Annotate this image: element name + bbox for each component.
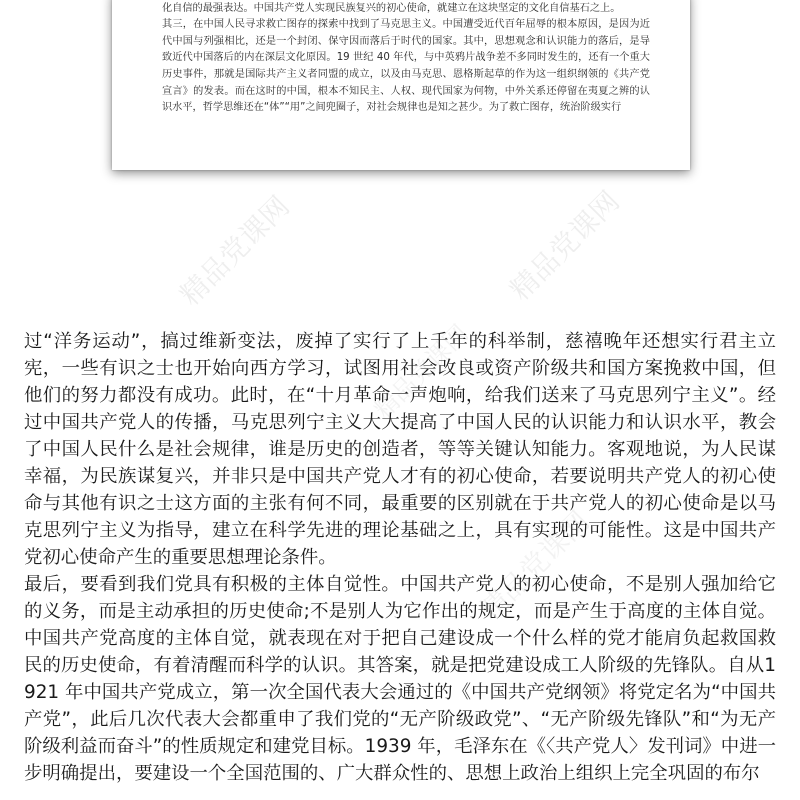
slide-area <box>0 0 800 300</box>
watermark: 精品党课网 <box>473 504 596 627</box>
body-paragraph: 最后，要看到我们党具有积极的主体自觉性。中国共产党人的初心使命，不是别人强加给它的义务，而是主动承担的历史使命;不是别人为它作出的规定，而是产生于高度的主体自觉。中国共产党高度的主体自觉，就表现在对于把自己建设成一个什么样的党才能肩负起救国救民的历史使命，有着清醒而科学的认识。其答案，就是把党建设成工人阶级的先锋队。自从1921 年中国共产党成立，第一次全国代表大会通过的《中国共产党纲领》将党定名为“中国共产党”，此后几次代表大会都重申了我们党的“无产阶级政党”、“无产阶级先锋队”和“为无产阶级利益而奋斗”的性质规定和建党目标。1939 年，毛泽东在《〈共产党人〉发刊词》中进一步明确提出，要建设一个全国范围的、广大群众性的、思想上政治上组织上完全巩固的布尔 <box>24 574 776 784</box>
body-paragraph: 过“洋务运动”，搞过维新变法，废掉了实行了上千年的科举制，慈禧晚年还想实行君主立宪，一些有识之士也开始向西方学习，试图用社会改良或资产阶级共和国方案挽救中国，但他们的努力都没有成功。此时，在“十月革命一声炮响，给我们送来了马克思列宁主义”。经过中国共产党人的传播，马克思列宁主义大大提高了中国人民的认识能力和认识水平，教会了中国人民什么是社会规律，谁是历史的创造者，等等关键认知能力。客观地说，为人民谋幸福，为民族谋复兴，并非只是中国共产党人才有的初心使命，若要说明共产党人的初心使命与其他有识之士这方面的主张有何不同，最重要的区别就在于共产党人的初心使命是以马克思列宁主义为指导，建立在科学先进的理论基础之上，具有实现的可能性。这是中国共产党初心使命产生的重要思想理论条件。 <box>24 331 776 568</box>
slide-image <box>112 0 690 170</box>
slide-paragraph: 化自信的最强表达。中国共产党人实现民族复兴的初心使命，就建立在这块坚定的文化自信基石之上。 <box>162 2 621 14</box>
watermark: 精品党课网 <box>369 319 474 425</box>
slide-paragraph: 其三，在中国人民寻求救亡图存的探索中找到了马克思主义。中国遭受近代百年屈辱的根本原因，是因为近代中国与列强相比，还是一个封闭、保守因而落后于时代的国家。其中，思想观念和认识能力的落后，是导致近代中国落后的内在深层文化原因。19 世纪 40 年代，与中英鸦片战争差不多同时发生的，还有一个重大历史事件，那就是国际共产主义者同盟的成立，以及由马克思、恩格斯起草的作为这一组织纲领的《共产党宣言》的发表。而在这时的中国，根本不知民主、人权、现代国家为何物，中外关系还停留在夷夏之辨的认识水平，哲学思维还在“体”“用”之间兜圈子，对社会规律也是知之甚少。为了救亡图存，统治阶级实行 <box>162 19 650 114</box>
slide-text <box>162 0 650 117</box>
document-body <box>24 328 776 787</box>
